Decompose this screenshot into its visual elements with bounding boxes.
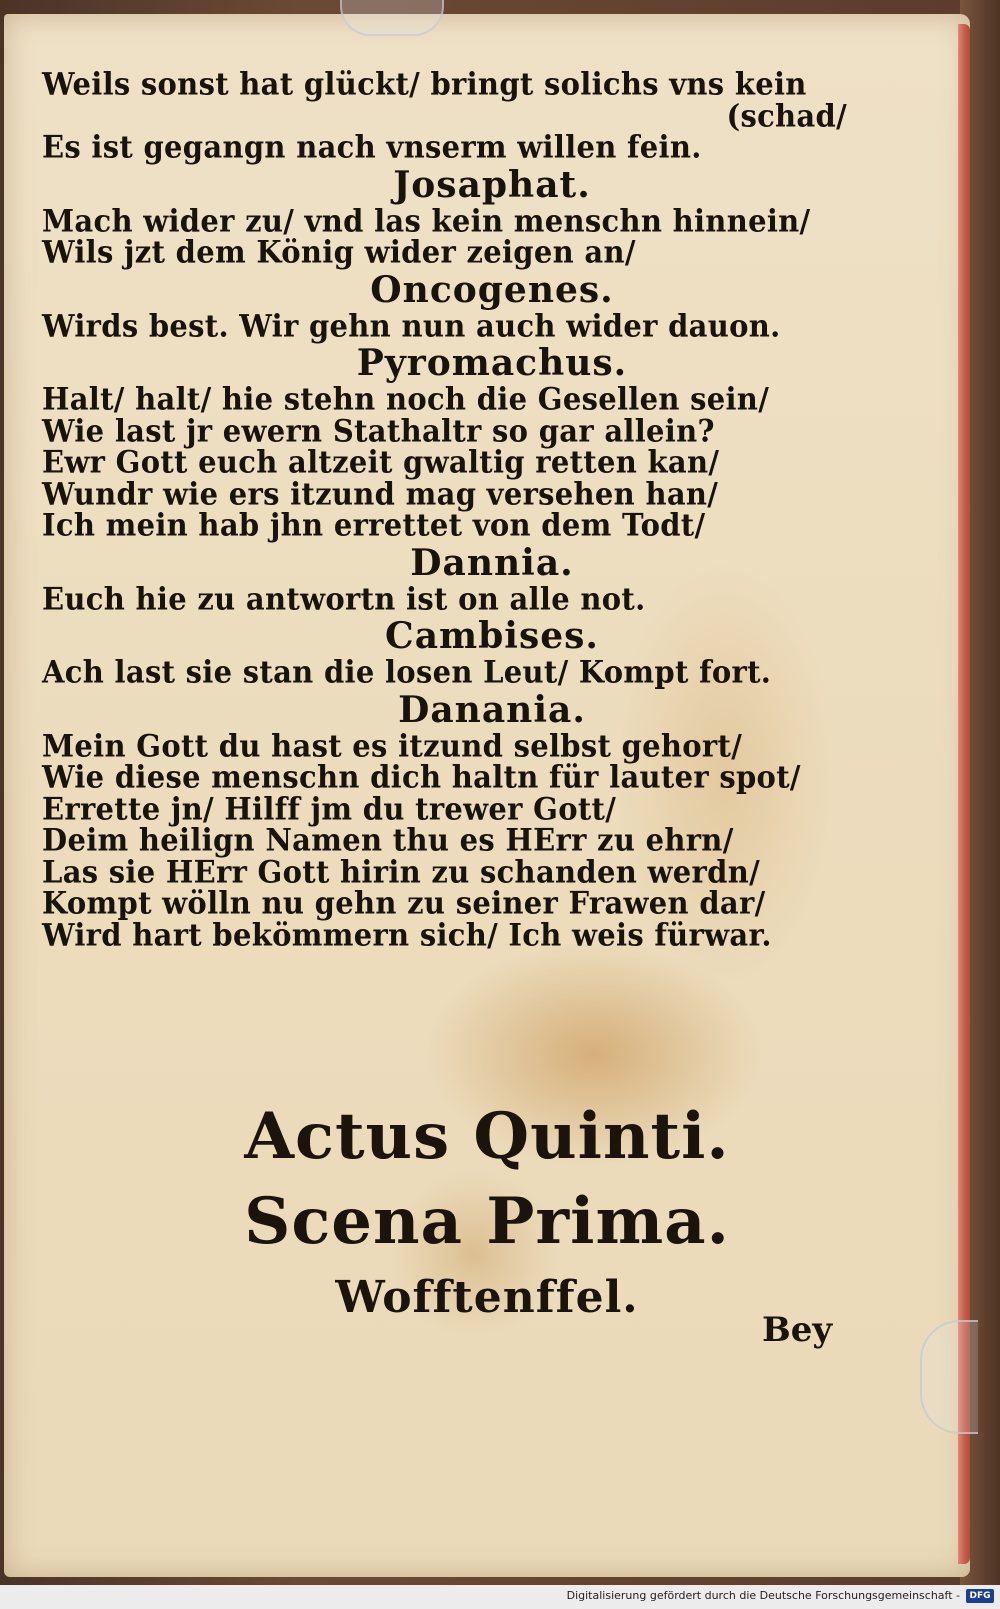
verse-line: Kompt wölln nu gehn zu seiner Frawen dar/ [42, 885, 766, 921]
speaker-name: Pyromachus. [356, 342, 628, 384]
verse-line: Wird hart bekömmern sich/ Ich weis fürwar. [42, 916, 772, 953]
verse-line: Mein Gott du hast es itzund selbst gehort/ [42, 727, 743, 764]
dfg-logo: DFG [966, 1589, 994, 1603]
verse-line: Wie diese menschn dich haltn für lauter spot/ [42, 759, 801, 795]
verse-line: Euch hie zu antwortn ist on alle not. [42, 580, 646, 617]
scene-title: Scena Prima. [244, 1184, 730, 1259]
verse-line: Ich mein hab jhn errettet von dem Todt/ [42, 507, 706, 543]
speaker-name: Josaphat. [393, 163, 591, 206]
verse-line: Errette jn/ Hilff jm du trewer Gott/ [42, 790, 617, 827]
verse-line: Ewr Gott euch altzeit gwaltig retten kan/ [42, 444, 720, 480]
verse-line: Wirds best. Wir gehn nun auch wider dauon. [42, 307, 781, 344]
verse-line: Wie last jr ewern Stathaltr so gar allein? [42, 412, 715, 449]
verse-text-block [42, 66, 942, 953]
verse-line-continuation: (schad/ [726, 97, 847, 134]
verse-line: Wils jzt dem König wider zeigen an/ [42, 234, 636, 270]
verse-line: Deim heilign Namen thu es HErr zu ehrn/ [42, 822, 734, 858]
verse-line: Ach last sie stan die losen Leut/ Kompt fort. [42, 654, 772, 690]
catchword: Bey [762, 1310, 833, 1350]
verse-line: Weils sonst hat glückt/ bringt solichs vns kein [42, 66, 807, 102]
verse-line: Wundr wie ers itzund mag versehen han/ [42, 475, 719, 512]
speaker-name: Cambises. [385, 615, 599, 657]
speaker-name: Danania. [398, 688, 586, 731]
page-clip-top [340, 0, 444, 36]
verse-line: Mach wider zu/ vnd las kein menschn hinnein/ [42, 202, 811, 239]
verse-line: Halt/ halt/ hie stehn noch die Gesellen sein/ [42, 381, 770, 417]
verse-line: Es ist gegangn nach vnserm willen fein. [42, 129, 702, 165]
speaker-name: Oncogenes. [370, 268, 614, 311]
book-page [4, 14, 970, 1577]
footer-bar [0, 1585, 1000, 1609]
scene-speaker: Wofftenffel. [335, 1272, 639, 1323]
footer-credit: Digitalisierung gefördert durch die Deutsche Forschungsgemeinschaft - [566, 1589, 960, 1602]
verse-line: Las sie HErr Gott hirin zu schanden werdn/ [42, 853, 760, 890]
act-title: Actus Quinti. [244, 1099, 730, 1174]
page-clip-right [920, 1320, 978, 1434]
speaker-name: Dannia. [410, 541, 574, 584]
